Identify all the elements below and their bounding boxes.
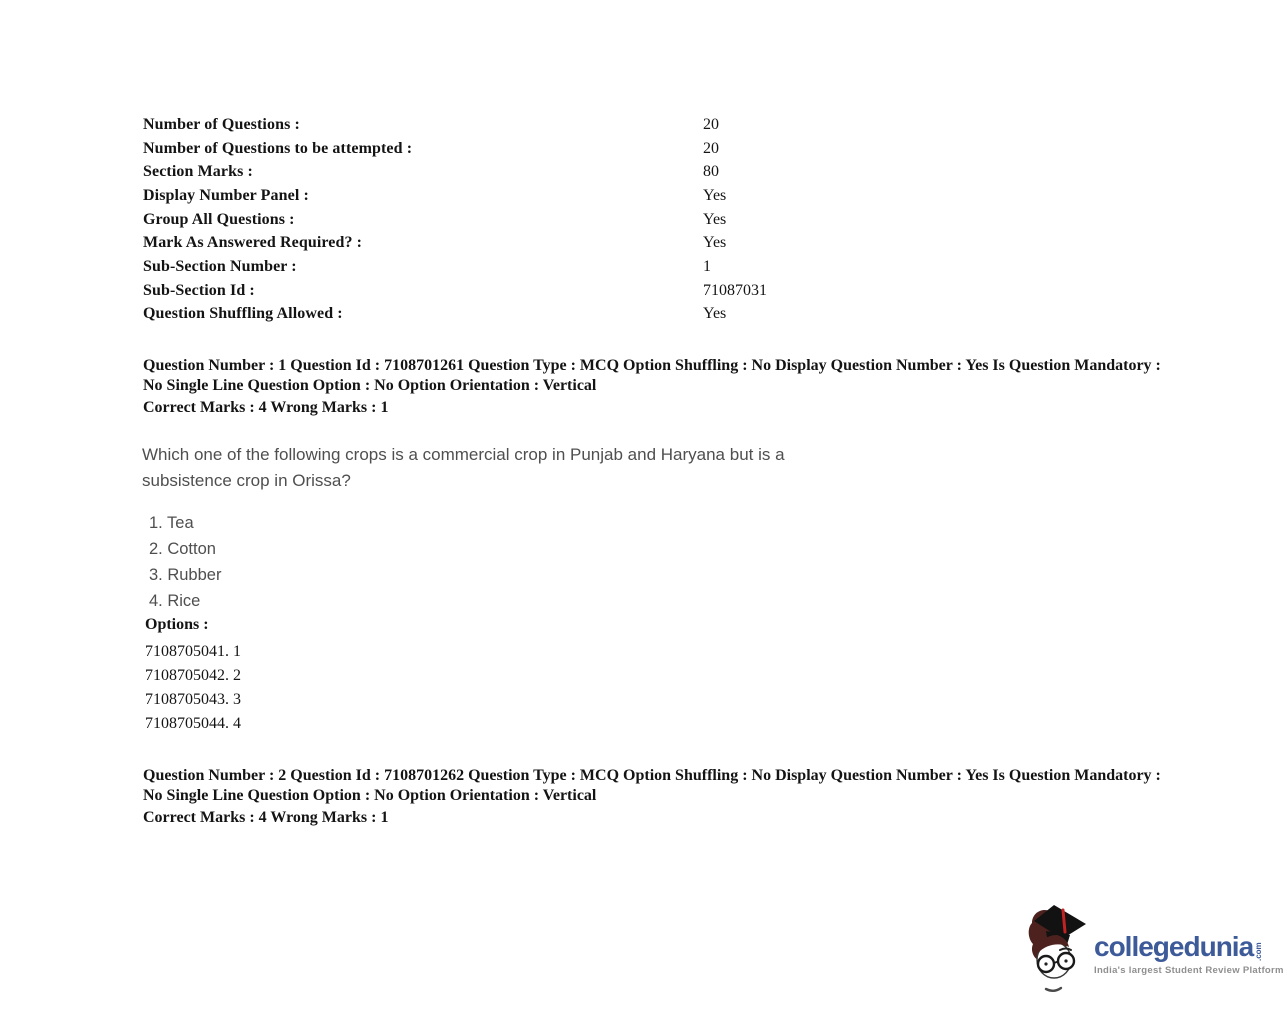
- brand-tagline: India's largest Student Review Platform: [1094, 965, 1284, 976]
- option-id: 7108705042. 2: [145, 667, 241, 684]
- info-value: Yes: [703, 210, 727, 228]
- info-value: 20: [703, 139, 719, 157]
- info-value: 80: [703, 163, 719, 181]
- info-value: 71087031: [703, 281, 767, 299]
- info-row: [143, 184, 767, 208]
- info-label: Section Marks :: [143, 163, 253, 181]
- info-label: Number of Questions :: [143, 115, 300, 133]
- info-row: [143, 160, 767, 184]
- logo-text: [1094, 903, 1284, 976]
- option-id-list: [145, 640, 241, 736]
- info-row: [143, 231, 767, 255]
- collegedunia-mascot-icon: [1026, 903, 1088, 995]
- choice-item: 3. Rubber: [149, 566, 222, 584]
- choice-item: 4. Rice: [149, 592, 201, 610]
- question-1-header: Question Number : 1 Question Id : 7108701261 Question Type : MCQ Option Shuffling : No Display Question Number : Yes Is Question Mandatory : No Single Line Question Option : No Option Orientation : Vertical: [143, 357, 1161, 394]
- option-id: 7108705044. 4: [145, 715, 241, 732]
- info-value: Yes: [703, 234, 727, 252]
- question-1-text: Which one of the following crops is a commercial crop in Punjab and Haryana but is a subsistence crop in Orissa?: [142, 445, 785, 490]
- brand-tld: .com: [1254, 942, 1264, 961]
- info-value: 1: [703, 257, 711, 275]
- option-id: 7108705041. 1: [145, 643, 241, 660]
- choice-item: 1. Tea: [149, 514, 194, 532]
- brand-row: [1094, 933, 1284, 961]
- info-row: [143, 113, 767, 137]
- question-1-choices: [149, 510, 221, 614]
- info-label: Mark As Answered Required? :: [143, 234, 363, 252]
- info-label: Number of Questions to be attempted :: [143, 139, 413, 157]
- info-row: [143, 303, 767, 327]
- info-value: 20: [703, 115, 719, 133]
- collegedunia-logo: [1026, 903, 1284, 995]
- info-label: Display Number Panel :: [143, 186, 309, 204]
- question-2-marks: Correct Marks : 4 Wrong Marks : 1: [143, 809, 389, 826]
- info-label: Question Shuffling Allowed :: [143, 305, 343, 323]
- section-info-list: [143, 113, 767, 326]
- options-label: Options :: [145, 616, 209, 633]
- info-label: Group All Questions :: [143, 210, 295, 228]
- info-value: Yes: [703, 305, 727, 323]
- info-row: [143, 279, 767, 303]
- info-row: [143, 255, 767, 279]
- info-value: Yes: [703, 186, 727, 204]
- question-2-header: Question Number : 2 Question Id : 7108701262 Question Type : MCQ Option Shuffling : No Display Question Number : Yes Is Question Mandatory : No Single Line Question Option : No Option Orientation : Vertical: [143, 767, 1161, 804]
- info-row: [143, 208, 767, 232]
- choice-item: 2. Cotton: [149, 540, 216, 558]
- info-label: Sub-Section Id :: [143, 281, 255, 299]
- option-id: 7108705043. 3: [145, 691, 241, 708]
- question-1-marks: Correct Marks : 4 Wrong Marks : 1: [143, 399, 389, 416]
- info-label: Sub-Section Number :: [143, 257, 297, 275]
- info-row: [143, 137, 767, 161]
- brand-name: collegedunia: [1094, 931, 1254, 962]
